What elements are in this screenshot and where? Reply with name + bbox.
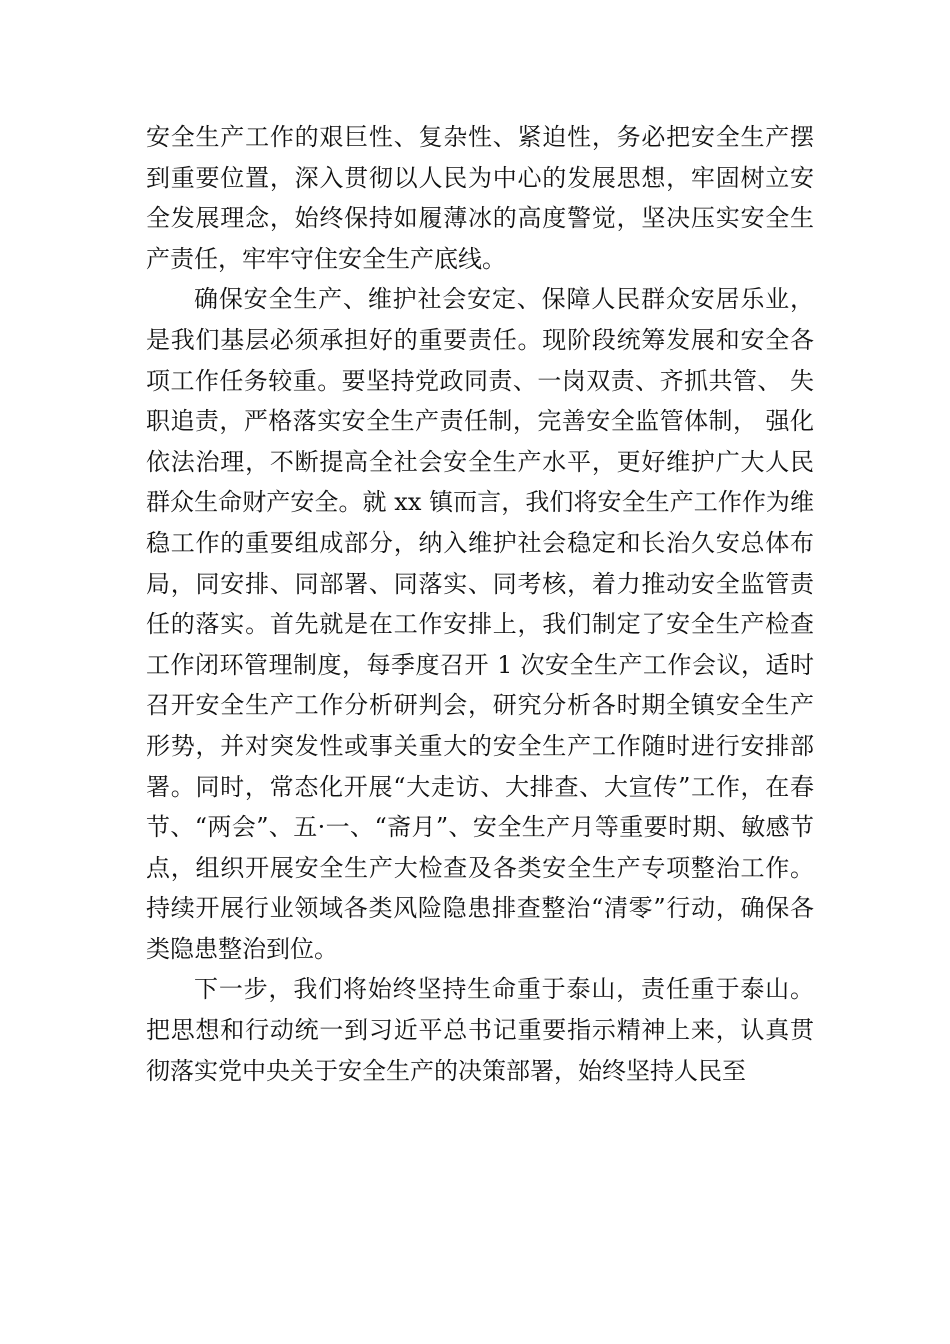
paragraph-1: 安全生产工作的艰巨性、复杂性、紧迫性，务必把安全生产摆到重要位置，深入贯彻以人民为中心的发展思想，牢固树立安全发展理念，始终保持如履薄冰的高度警觉，坚决压实安全生产责任，牢牢守住安全生产底线。 bbox=[146, 123, 814, 273]
paragraph-2: 确保安全生产、维护社会安定、保障人民群众安居乐业，是我们基层必须承担好的重要责任。现阶段统筹发展和安全各项工作任务较重。要坚持党政同责、一岗双责、齐抓共管、 失职追责，严格落实安全生产责任制，完善安全监管体制， 强化依法治理，不断提高全社会安全生产水平，更好维护广大人民群众生命财产安全。就 xx 镇而言，我们将安全生产工作作为维稳工作的重要组成部分，纳入维护社会稳定和长治久安总体布局，同安排、同部署、同落实、同考核，着力推动安全监管责任的落实。首先就是在工作安排上，我们制定了安全生产检查工作闭环管理制度，每季度召开 1 次安全生产工作会议，适时召开安全生产工作分析研判会，研究分析各时期全镇安全生产形势，并对突发性或事关重大的安全生产工作随时进行安排部署。同时，常态化开展“大走访、大排查、大宣传”工作，在春节、“两会”、五·一、“斋月”、安全生产月等重要时期、敏感节点，组织开展安全生产大检查及各类安全生产专项整治工作。持续开展行业领域各类风险隐患排查整治“清零”行动，确保各类隐患整治到位。 bbox=[146, 285, 814, 963]
paragraph-3: 下一步，我们将始终坚持生命重于泰山，责任重于泰山。把思想和行动统一到习近平总书记重要指示精神上来，认真贯彻落实党中央关于安全生产的决策部署，始终坚持人民至 bbox=[146, 975, 814, 1085]
body-text bbox=[146, 117, 814, 1091]
